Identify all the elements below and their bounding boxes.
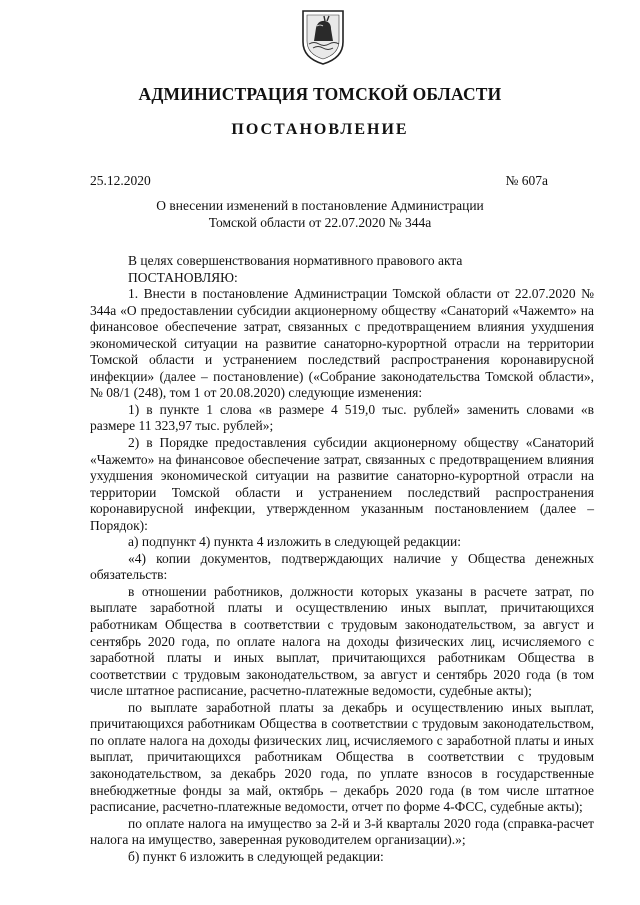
quoted-item-4: «4) копии документов, подтверждающих наличие у Общества денежных обязательств: <box>90 550 594 583</box>
document-subject <box>140 198 500 231</box>
document-number: № 607а <box>505 173 548 188</box>
obligation-paragraph: по выплате заработной платы за декабрь и осуществлению иных выплат, причитающихся работникам Общества в соответствии с трудовым законодательством, по оплате налога на доходы физических лиц, исчисляемого с заработной платы и иных выплат, причитающихся работникам Общества в соответствии с трудовым законодательством, за декабрь 2020 года, по уплате взносов в государственные внебюджетные фонды за май, октябрь – декабрь 2020 года (в том числе штатное расписание, расчетно-платежные ведомости, отчет по форме 4-ФСС, судебные акты); <box>90 699 594 815</box>
organization-title: АДМИНИСТРАЦИЯ ТОМСКОЙ ОБЛАСТИ <box>138 84 502 104</box>
document-date: 25.12.2020 <box>90 173 151 188</box>
item-a: а) подпункт 4) пункта 4 изложить в следующей редакции: <box>128 534 462 550</box>
subject-line: Томской области от 22.07.2020 № 344а <box>208 214 432 230</box>
clause-1: 1. Внести в постановление Администрации Томской области от 22.07.2020 № 344а «О предоставлении субсидии акционерному обществу «Санаторий «Чажемто» на финансовое обеспечение затрат, связанных с предотвращением влияния ухудшения экономической ситуации на развитие санаторно-курортной отрасли на территории Томской области и устранением последствий распространения коронавирусной инфекции» (далее – постановление) («Собрание законодательства Томской области», № 08/1 (248), том 1 от 20.08.2020) следующие изменения: <box>90 286 594 401</box>
resolution-keyword: ПОСТАНОВЛЯЮ: <box>128 269 238 285</box>
coat-of-arms-icon <box>300 8 346 66</box>
obligation-paragraph: в отношении работников, должности которых указаны в расчете затрат, по выплате заработной платы и осуществлению иных выплат, причитающихся работникам Общества в соответствии с трудовым законодательством, за август и сентябрь 2020 года, по оплате налога на доходы физических лиц, исчисляемого с заработной платы и иных выплат, причитающихся работникам Общества в соответствии с трудовым законодательством, за август и сентябрь 2020 года (в том числе штатное расписание, расчетно-платежные ведомости, судебные акты); <box>90 583 594 699</box>
item-b: б) пункт 6 изложить в следующей редакции: <box>128 848 384 864</box>
subclause-1-2: 2) в Порядке предоставления субсидии акционерному обществу «Санаторий «Чажемто» на финансовое обеспечение затрат, связанных с предотвращением влияния ухудшения экономической ситуации на развитие санаторно-курортной отрасли на территории Томской области и устранением последствий распространения коронавирусной инфекции, утвержденном указанным постановлением (далее – Порядок): <box>90 435 594 533</box>
subject-line: О внесении изменений в постановление Администрации <box>156 198 484 213</box>
document-type-title: ПОСТАНОВЛЕНИЕ <box>231 121 409 138</box>
document-body <box>90 253 594 865</box>
obligation-paragraph: по оплате налога на имущество за 2-й и 3-й кварталы 2020 года (справка-расчет налога на имущество, заверенная руководителем организации).»; <box>90 815 594 848</box>
preamble: В целях совершенствования нормативного правового акта <box>128 253 463 268</box>
subclause-1-1: 1) в пункте 1 слова «в размере 4 519,0 тыс. рублей» заменить словами «в размере 11 323,97 тыс. рублей»; <box>90 401 594 434</box>
